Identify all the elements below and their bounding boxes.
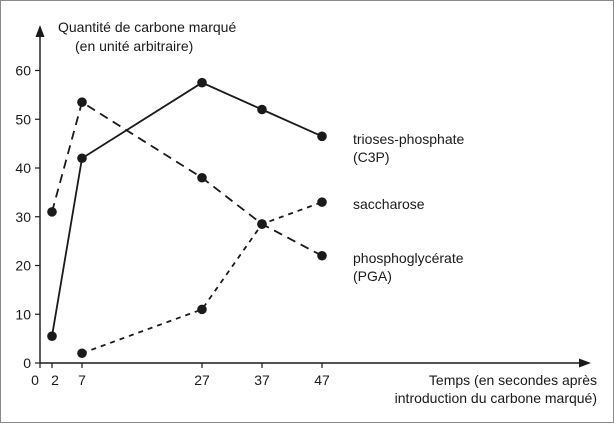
series-line-pga	[52, 102, 322, 256]
y-tick-label-30: 30	[15, 208, 31, 225]
point-saccharose-7	[77, 348, 87, 358]
point-c3p-2	[47, 331, 57, 341]
x-tick-label-7: 7	[78, 372, 86, 388]
series-label-saccharose: saccharose	[353, 196, 425, 212]
x-tick-label-0: 0	[31, 372, 39, 388]
point-c3p-27	[197, 78, 207, 88]
y-tick-label-60: 60	[15, 62, 31, 79]
point-saccharose-47	[317, 197, 327, 207]
x-tick-label-47: 47	[314, 372, 330, 388]
series-label-pga-line2: (PGA)	[353, 268, 392, 284]
series-line-saccharose	[82, 202, 322, 353]
series-lines-group	[52, 83, 322, 354]
point-pga-27	[197, 173, 207, 183]
point-saccharose-37	[257, 219, 267, 229]
point-saccharose-27	[197, 305, 207, 315]
y-tick-label-0: 0	[23, 355, 31, 371]
y-tick-label-10: 10	[15, 306, 31, 323]
labels-group	[58, 19, 597, 406]
point-c3p-7	[77, 153, 87, 163]
x-tick-label-37: 37	[254, 372, 270, 388]
point-c3p-47	[317, 132, 327, 142]
y-axis-arrow	[36, 25, 45, 37]
series-line-c3p	[52, 83, 322, 337]
y-tick-label-40: 40	[15, 160, 31, 176]
line-chart	[1, 1, 614, 424]
x-axis-label-line1: Temps (en secondes après	[428, 372, 597, 388]
point-pga-47	[317, 251, 327, 261]
series-label-pga-line1: phosphoglycérate	[353, 250, 464, 266]
y-tick-label-50: 50	[15, 111, 31, 128]
series-label-c3p-line2: (C3P)	[353, 149, 390, 165]
chart-title-line2: (en unité arbitraire)	[75, 38, 194, 54]
x-tick-label-27: 27	[194, 372, 210, 388]
axes-group	[36, 25, 592, 368]
x-tick-label-2: 2	[51, 372, 59, 388]
point-pga-2	[47, 207, 57, 217]
point-pga-7	[77, 97, 87, 107]
x-axis-arrow	[579, 359, 591, 368]
point-c3p-37	[257, 105, 267, 115]
chart-title-line1: Quantité de carbone marqué	[58, 19, 237, 35]
y-tick-label-20: 20	[15, 257, 31, 274]
series-label-c3p-line1: trioses-phosphate	[353, 131, 465, 147]
x-axis-label-line2: introduction du carbone marqué)	[394, 390, 597, 406]
ticks-group	[15, 63, 330, 389]
